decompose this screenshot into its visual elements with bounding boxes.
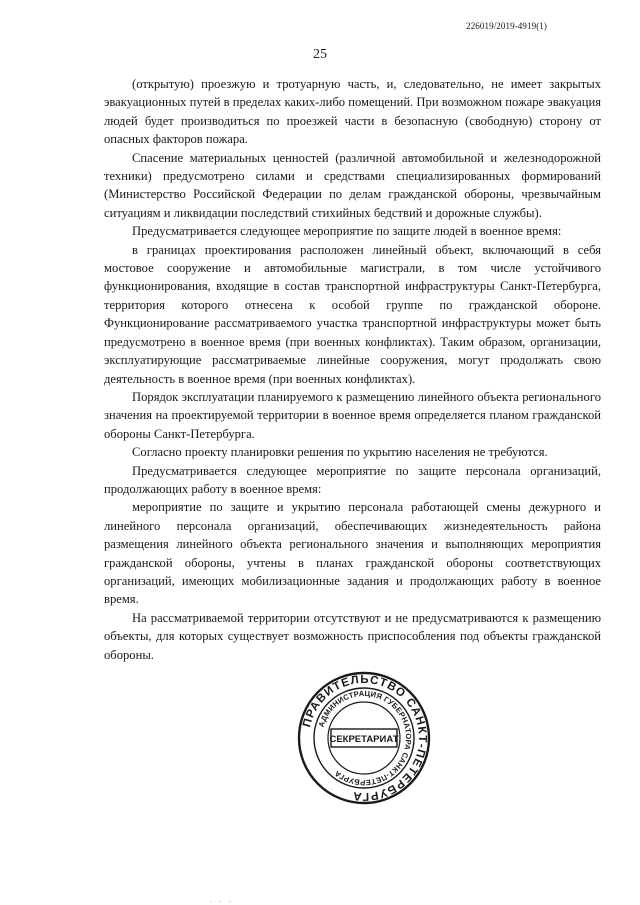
document-body: [104, 75, 601, 664]
paragraph-5: Порядок эксплуатации планируемого к размещению линейного объекта регионального значения на проектируемой территории в военное время определяется планом гражданской обороны Санкт-Петербурга.: [104, 389, 601, 441]
page-number: 25: [313, 47, 327, 62]
paragraph-1: (открытую) проезжую и тротуарную часть, и, следовательно, не имеет закрытых эвакуационных путей в пределах каких-либо помещений. При возможном пожаре эвакуация людей будет производиться по проезжей части в безопасную (свободную) сторону от опасных факторов пожара.: [104, 77, 601, 147]
paragraph-9: На рассматриваемой территории отсутствуют и не предусматриваются к размещению объекты, для которых существует возможность приспособления под объекты гражданской обороны.: [104, 610, 601, 662]
secretariat-stamp: [296, 670, 432, 806]
paragraph-7: Предусматривается следующее мероприятие по защите персонала организаций, продолжающих работу в военное время:: [104, 463, 601, 496]
stamp-center-text: СЕКРЕТАРИАТ: [329, 734, 399, 745]
footer-scan-mark: . . .: [210, 896, 234, 904]
stamp-inner-text: АДМИНИСТРАЦИЯ ГУБЕРНАТОРА САНКТ-ПЕТЕРБУРГА: [316, 688, 414, 788]
doc-number: 226019/2019-4919(1): [466, 21, 547, 31]
stamp-outer-text: ПРАВИТЕЛЬСТВО САНКТ-ПЕТЕРБУРГА: [301, 673, 429, 803]
paragraph-3: Предусматривается следующее мероприятие по защите людей в военное время:: [132, 224, 562, 239]
paragraph-2: Спасение материальных ценностей (различной автомобильной и железнодорожной техники) предусмотрено силами и средствами специализированных формирований (Министерство Российской Федерации по делам гражданской обороны, чрезвычайным ситуациям и ликвидации последствий стихийных бедствий и дорожные службы).: [104, 150, 601, 220]
paragraph-4: в границах проектирования расположен линейный объект, включающий в себя мостовое сооружение и автомобильные магистрали, в том числе устойчивого функционирования, входящие в состав транспортной инфраструктуры Санкт-Петербурга, территория которого отнесена к особой группе по гражданской обороне. Функционирование рассматриваемого участка транспортной инфраструктуры может быть предусмотрено в военное время (при военных конфликтах). Таким образом, организации, эксплуатирующие рассматриваемые линейные сооружения, могут продолжать свою деятельность в военное время (при военных конфликтах).: [104, 242, 601, 386]
stamp-seal-icon: [296, 670, 432, 806]
paragraph-6: Согласно проекту планировки решения по укрытию населения не требуются.: [132, 445, 548, 460]
paragraph-8: мероприятие по защите и укрытию персонала работающей смены дежурного и линейного персонала организаций, обеспечивающих жизнедеятельность района размещения линейного объекта регионального значения и выполняющих мероприятия гражданской обороны, учтены в планах гражданской обороны соответствующих организаций, имеющих мобилизационные задания и продолжающих работу в военное время.: [104, 500, 601, 607]
